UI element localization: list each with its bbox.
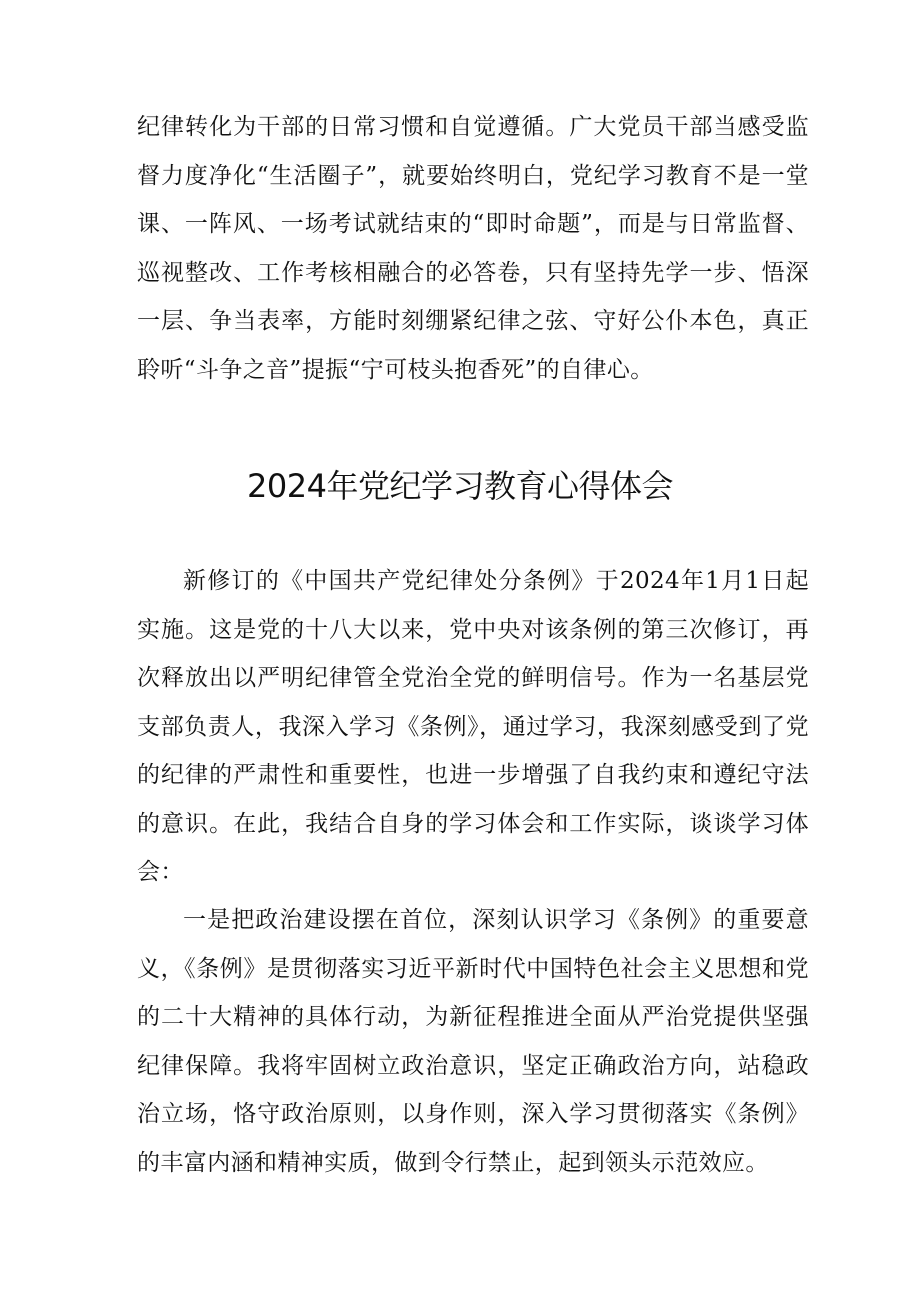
document-title: 2024年党纪学习教育心得体会 bbox=[247, 467, 673, 505]
continuation-paragraph: 纪律转化为干部的日常习惯和自觉遵循。广大党员干部当感受监督力度净化“生活圈子”，就要始终明白，党纪学习教育不是一堂课、一阵风、一场考试就结束的“即时命题”，而是与日常监督、巡视整改、工作考核相融合的必答卷，只有坚持先学一步、悟深一层、争当表率，方能时刻绷紧纪律之弦、守好公仆本色，真正聆听“斗争之音”提振“宁可枝头抱香死”的自律心。 bbox=[137, 114, 809, 383]
body-paragraph-point-one: 一是把政治建设摆在首位，深刻认识学习《条例》的重要意义，《条例》是贯彻落实习近平新时代中国特色社会主义思想和党的二十大精神的具体行动，为新征程推进全面从严治党提供坚强纪律保障。我将牢固树立政治意识，坚定正确政治方向，站稳政治立场，恪守政治原则，以身作则，深入学习贯彻落实《条例》的丰富内涵和精神实质，做到令行禁止，起到领头示范效应。 bbox=[137, 907, 809, 1176]
body-paragraph-intro: 新修订的《中国共产党纪律处分条例》于2024年1月1日起实施。这是党的十八大以来，党中央对该条例的第三次修订，再次释放出以严明纪律管全党治全党的鲜明信号。作为一名基层党支部负责人，我深入学习《条例》，通过学习，我深刻感受到了党的纪律的严肃性和重要性，也进一步增强了自我约束和遵纪守法的意识。在此，我结合自身的学习体会和工作实际，谈谈学习体会： bbox=[137, 568, 809, 885]
